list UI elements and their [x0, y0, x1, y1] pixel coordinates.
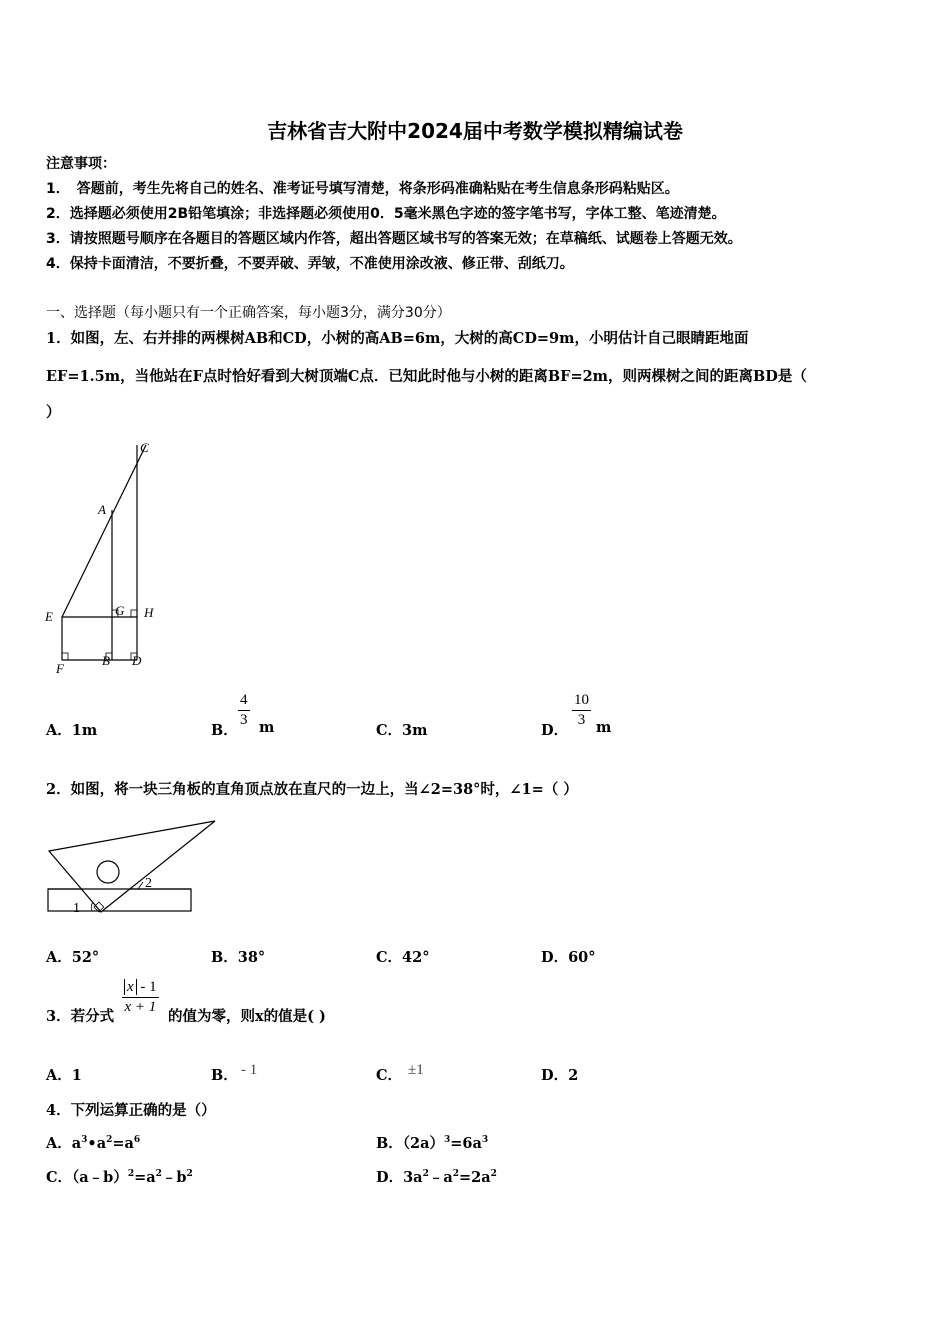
q1-label-d: D — [132, 653, 142, 668]
q1-option-d-numerator: 10 — [574, 692, 589, 708]
q1-option-d-fraction — [572, 692, 591, 729]
q1-option-a: A．1m — [46, 722, 98, 739]
q1-tree-figure — [40, 432, 170, 674]
q3-option-c-prefix: C． — [376, 1067, 403, 1084]
q4-option-a: A．$a^3•a^2=a^6$ — [46, 1135, 141, 1152]
q2-option-c: C．42° — [376, 949, 430, 966]
q4-option-b: B．$(2a)^3=6a^3$ — [376, 1135, 489, 1152]
q3-option-d: D．2 — [541, 1067, 579, 1084]
q3-option-a: A．1 — [46, 1067, 82, 1084]
q1-option-d-unit: m — [596, 719, 612, 736]
q2-triangle-ruler-figure — [44, 816, 219, 918]
notice-item-3: 3．请按照题号顺序在各题目的答题区域内作答，超出答题区域书写的答案无效；在草稿纸、试题卷上答题无效。 — [46, 231, 742, 247]
q3-option-c-value: ±1 — [408, 1062, 424, 1078]
notice-item-4: 4．保持卡面清洁，不要折叠，不要弄破、弄皱，不准使用涂改液、修正带、刮纸刀。 — [46, 256, 574, 272]
q2-label-angle-2: 2 — [145, 876, 152, 891]
q1-line3: ） — [46, 404, 61, 421]
q1-option-b-numerator: 4 — [240, 692, 248, 708]
q3-option-b-value: - 1 — [241, 1062, 258, 1078]
q3-denominator: x + 1 — [124, 999, 157, 1015]
q4-option-d: D．$3a^2﹣a^2=2a^2$ — [376, 1169, 497, 1186]
notice-item-1: 1． 答题前，考生先将自己的姓名、准考证号填写清楚，将条形码准确粘贴在考生信息条形码粘贴区。 — [46, 181, 679, 197]
q1-option-b-denominator: 3 — [240, 712, 248, 728]
page-title: 吉林省吉大附中2024届中考数学模拟精编试卷 — [267, 119, 683, 143]
q1-label-h: H — [144, 605, 154, 620]
q1-label-g: G — [115, 603, 125, 618]
section-heading: 一、选择题（每小题只有一个正确答案，每小题3分，满分30分） — [46, 305, 451, 321]
q1-option-b-prefix: B． — [211, 722, 238, 739]
q2-option-d: D．60° — [541, 949, 596, 966]
q2-label-angle-1: 1 — [73, 901, 80, 916]
q4-option-c: C．$(a﹣b)^2=a^2﹣b^2$ — [46, 1169, 193, 1186]
q1-option-b-fraction — [238, 692, 250, 729]
q1-line1: 1．如图，左、右并排的两棵树AB和CD，小树的高AB=6m，大树的高CD=9m，小明估计自己眼睛距地面 — [46, 330, 749, 347]
q1-label-b: B — [102, 653, 110, 668]
q1-label-c: C — [140, 440, 149, 455]
q1-label-e: E — [45, 609, 53, 624]
q2-option-b: B．38° — [211, 949, 266, 966]
q3-prefix: 3．若分式 — [46, 1008, 115, 1025]
notice-heading: 注意事项： — [46, 156, 116, 172]
q1-option-d-prefix: D． — [541, 722, 569, 739]
q3-option-b-prefix: B． — [211, 1067, 238, 1084]
q3-fraction — [122, 979, 159, 1016]
q1-line2: EF=1.5m，当他站在F点时恰好看到大树顶端C点．已知此时他与小树的距离BF=2m，则两棵树之间的距离BD是（ — [46, 368, 807, 385]
q3-numerator-rest: - 1 — [136, 979, 157, 995]
q2-option-a: A．52° — [46, 949, 100, 966]
fraction-bar — [572, 710, 591, 711]
q1-label-f: F — [56, 661, 64, 674]
fraction-bar — [122, 997, 159, 998]
q3-abs-x: x — [124, 979, 137, 995]
fraction-bar — [238, 710, 250, 711]
q4-text: 4．下列运算正确的是（） — [46, 1102, 216, 1119]
q1-option-b-unit: m — [259, 719, 275, 736]
q1-option-c: C．3m — [376, 722, 428, 739]
q1-label-a: A — [98, 502, 106, 517]
q3-suffix: 的值为零，则x的值是( ) — [168, 1008, 326, 1025]
q1-option-d-denominator: 3 — [577, 712, 586, 728]
q2-text: 2．如图，将一块三角板的直角顶点放在直尺的一边上，当∠2=38°时，∠1=（ ） — [46, 781, 578, 798]
notice-item-2: 2．选择题必须使用2B铅笔填涂；非选择题必须使用0．5毫米黑色字迹的签字笔书写，字体工整、笔迹清楚。 — [46, 206, 726, 222]
